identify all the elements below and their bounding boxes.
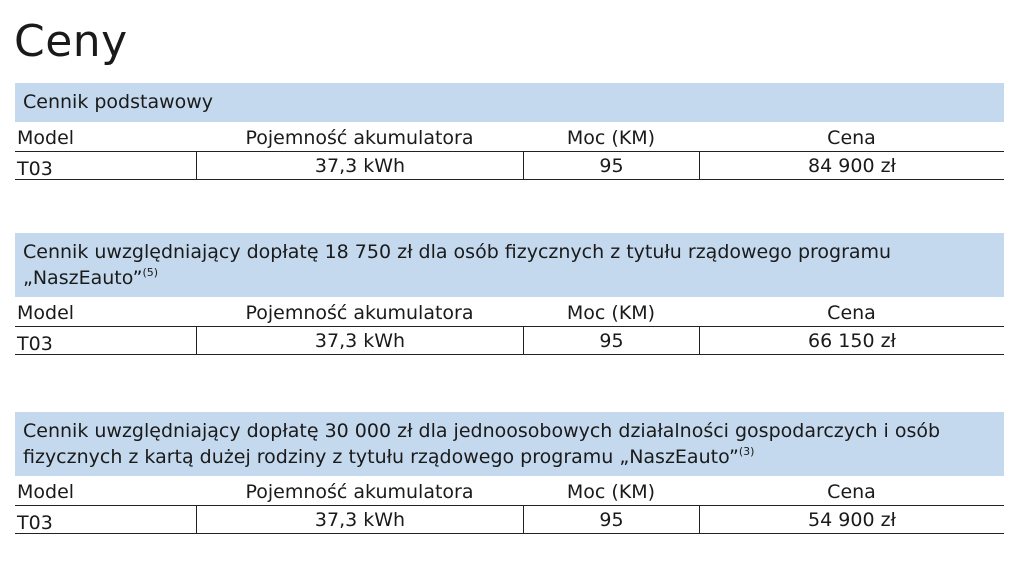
column-header-capacity: Pojemność akumulatora: [245, 302, 474, 324]
section-heading: [15, 412, 1004, 476]
cell-price: 54 900 zł: [699, 506, 1004, 533]
price-section-basic: [15, 83, 1004, 180]
cell-price: 66 150 zł: [699, 327, 1004, 354]
column-header-model: Model: [17, 127, 75, 149]
column-header-power: Moc (KM): [566, 481, 656, 503]
table-row: [15, 506, 1004, 534]
section-heading: [15, 233, 1004, 297]
cell-capacity: 37,3 kWh: [196, 327, 523, 354]
footnote-marker: (5): [142, 266, 159, 279]
cell-model: T03: [17, 333, 53, 355]
column-header-price: Cena: [827, 481, 876, 503]
table-row: [15, 327, 1004, 355]
cell-capacity: 37,3 kWh: [196, 152, 523, 179]
section-heading: [15, 83, 1004, 122]
column-header-capacity: Pojemność akumulatora: [245, 481, 474, 503]
cell-power: 95: [523, 327, 699, 354]
section-heading-text: Cennik podstawowy: [23, 91, 214, 113]
column-header-model: Model: [17, 302, 75, 324]
table-row: [15, 152, 1004, 180]
page-title: Ceny: [14, 16, 128, 67]
cell-model: T03: [17, 512, 53, 534]
table-header: [15, 301, 1004, 327]
cell-power: 95: [523, 152, 699, 179]
column-header-power: Moc (KM): [566, 127, 656, 149]
column-header-price: Cena: [827, 127, 876, 149]
table-header: [15, 480, 1004, 506]
column-header-capacity: Pojemność akumulatora: [245, 127, 474, 149]
cell-price: 84 900 zł: [699, 152, 1004, 179]
table-header: [15, 126, 1004, 152]
column-header-power: Moc (KM): [566, 302, 656, 324]
cell-capacity: 37,3 kWh: [196, 506, 523, 533]
price-section-naszeauto-business-large-family: [15, 412, 1004, 534]
section-heading-text: Cennik uwzględniający dopłatę 30 000 zł dla jednoosobowych działalności gospodarczych i osób fizycznych z kartą dużej rodziny z tytułu rządowego programu „NaszEauto”: [23, 420, 941, 468]
section-heading-text: Cennik uwzględniający dopłatę 18 750 zł dla osób fizycznych z tytułu rządowego programu „NaszEauto”: [23, 241, 892, 289]
price-section-naszeauto-individuals: [15, 233, 1004, 355]
column-header-model: Model: [17, 481, 75, 503]
cell-power: 95: [523, 506, 699, 533]
column-header-price: Cena: [827, 302, 876, 324]
footnote-marker: (3): [738, 445, 755, 458]
cell-model: T03: [17, 158, 53, 180]
